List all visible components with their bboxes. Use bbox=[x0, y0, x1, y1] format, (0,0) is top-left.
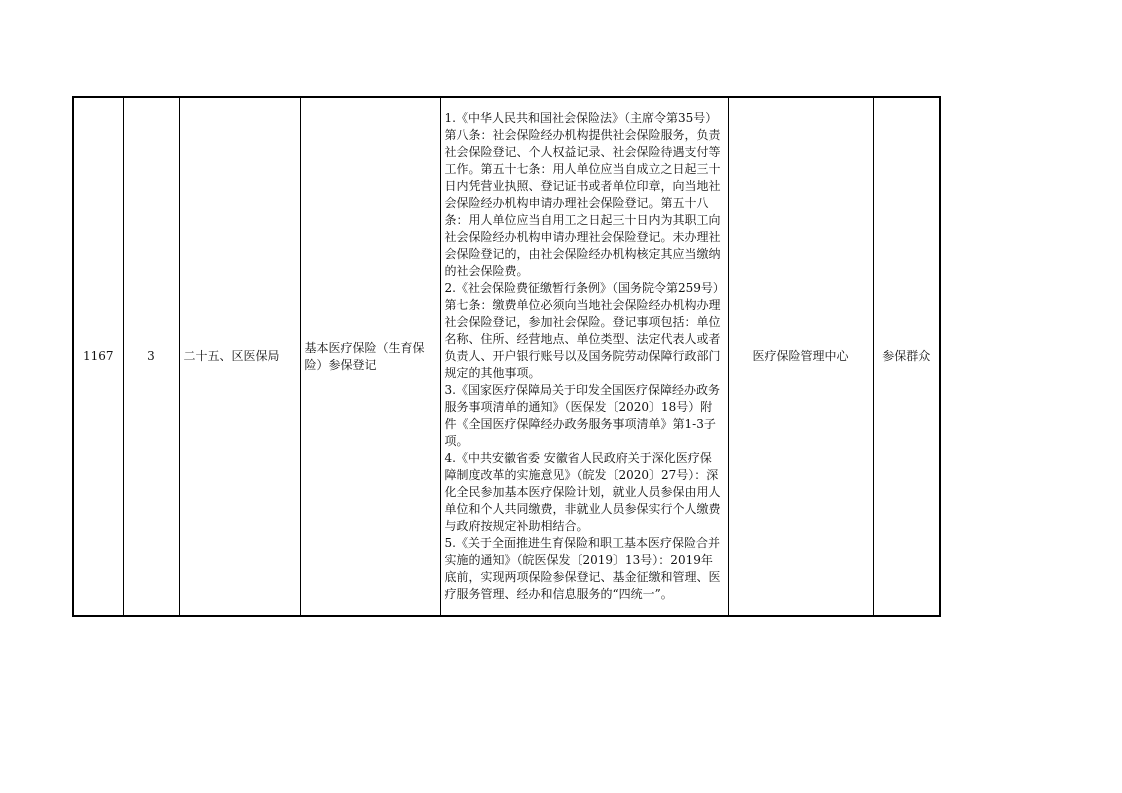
legal-basis-item-1: 1.《中华人民共和国社会保险法》（主席令第35号）第八条：社会保险经办机构提供社会保险服务，负责社会保险登记、个人权益记录、社会保险待遇支付等工作。第五十七条：用人单位应当自成立之日起三十日内凭营业执照、登记证书或者单位印章，向当地社会保险经办机构申请办理社会保险登记。第五十八条：用人单位应当自用工之日起三十日内为其职工向社会保险经办机构申请办理社会保险登记。未办理社会保险登记的，由社会保险经办机构核定其应当缴纳的社会保险费。 bbox=[444, 111, 721, 278]
item-name-cell: 基本医疗保险（生育保险）参保登记 bbox=[300, 97, 440, 616]
agency-cell: 医疗保险管理中心 bbox=[728, 97, 873, 616]
table-row bbox=[73, 97, 940, 616]
legal-basis-item-5: 5.《关于全面推进生育保险和职工基本医疗保险合并实施的通知》（皖医保发〔2019〕13号）：2019年底前，实现两项保险参保登记、基金征缴和管理、医疗服务管理、经办和信息服务的“四统一”。 bbox=[444, 536, 721, 601]
department-cell: 二十五、区医保局 bbox=[179, 97, 300, 616]
legal-basis-item-3: 3.《国家医疗保障局关于印发全国医疗保障经办政务服务事项清单的通知》（医保发〔2020〕18号）附件《全国医疗保障经办政务服务事项清单》第1-3子项。 bbox=[444, 383, 720, 448]
service-target-cell: 参保群众 bbox=[873, 97, 940, 616]
service-item-table bbox=[72, 96, 941, 617]
legal-basis-item-4: 4.《中共安徽省委 安徽省人民政府关于深化医疗保障制度改革的实施意见》（皖发〔2020〕27号）：深化全民参加基本医疗保险计划，就业人员参保由用人单位和个人共同缴费，非就业人员参保实行个人缴费与政府按规定补助相结合。 bbox=[444, 451, 721, 533]
seq-number-cell: 1167 bbox=[73, 97, 123, 616]
legal-basis-cell bbox=[440, 97, 728, 616]
legal-basis-item-2: 2.《社会保险费征缴暂行条例》（国务院令第259号）第七条：缴费单位必须向当地社会保险经办机构办理社会保险登记，参加社会保险。登记事项包括：单位名称、住所、经营地点、单位类型、法定代表人或者负责人、开户银行账号以及国务院劳动保障行政部门规定的其他事项。 bbox=[444, 281, 721, 380]
sub-number-cell: 3 bbox=[123, 97, 179, 616]
